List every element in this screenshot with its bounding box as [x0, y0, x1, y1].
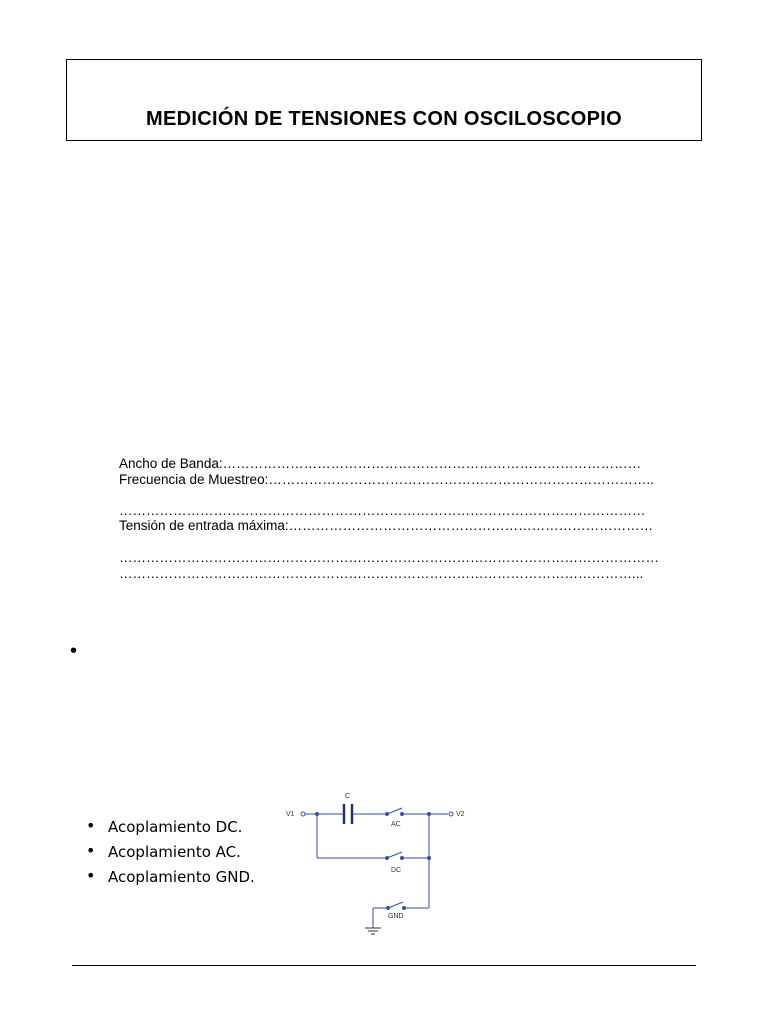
coupling-circuit-diagram	[283, 790, 483, 940]
max-voltage-continuation-2: ……………………………………………………………………………………………………...	[119, 566, 644, 581]
circuit-wires	[305, 814, 448, 928]
capacitor-symbol	[344, 804, 352, 824]
switch-ac	[386, 808, 404, 816]
coupling-item-label: Acoplamiento AC.	[108, 843, 241, 861]
coupling-item-dc	[84, 818, 255, 843]
bullet-mark: •	[86, 866, 96, 885]
bullet-mark: •	[86, 816, 96, 835]
empty-bullet: •	[70, 640, 78, 662]
coupling-item-ac	[84, 843, 255, 868]
bandwidth-field: Ancho de Banda:…………………………………………………………………………………	[119, 456, 642, 471]
coupling-item-label: Acoplamiento DC.	[108, 818, 243, 836]
ground-icon	[365, 928, 381, 934]
capacitor-label: C	[345, 793, 351, 800]
page-title: MEDICIÓN DE TENSIONES CON OSCILOSCOPIO	[146, 108, 622, 130]
switch-gnd-label: GND	[388, 913, 404, 920]
switch-ac-label: AC	[391, 821, 401, 828]
bullet-mark: •	[86, 841, 96, 860]
junction-nodes	[315, 812, 431, 860]
output-label: V2	[456, 811, 465, 818]
switch-gnd	[387, 902, 406, 910]
footer-rule	[72, 965, 696, 966]
max-voltage-field: Tensión de entrada máxima:………………………………………………………………………	[119, 518, 654, 533]
coupling-list	[84, 818, 255, 893]
sampling-field: Frecuencia de Muestreo:…………………………………………………………………………..	[119, 472, 654, 487]
max-voltage-continuation-1: …………………………………………………………………………………………………………	[119, 550, 659, 565]
sampling-field-continuation: ………………………………………………………………………………………………………	[119, 503, 646, 518]
switch-dc	[386, 852, 404, 860]
coupling-item-gnd	[84, 868, 255, 893]
coupling-item-label: Acoplamiento GND.	[108, 868, 255, 886]
input-label: V1	[286, 811, 295, 818]
switch-dc-label: DC	[391, 867, 402, 874]
title-box	[66, 59, 702, 141]
